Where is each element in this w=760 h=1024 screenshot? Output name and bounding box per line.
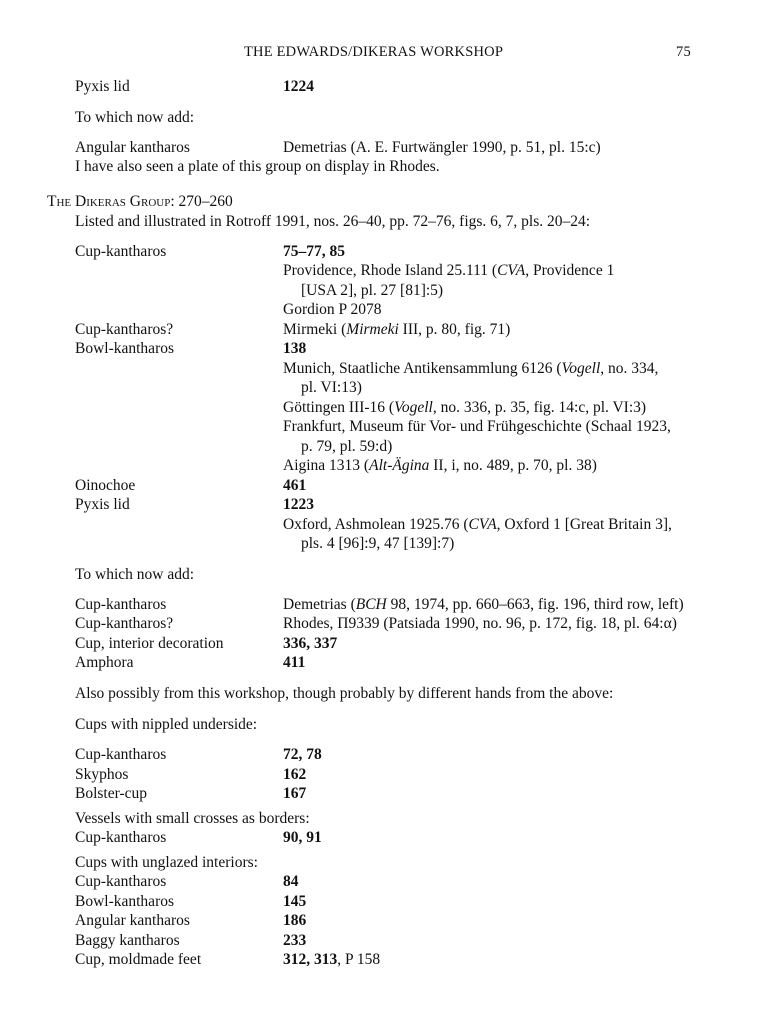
subgroup-heading: Vessels with small crosses as borders:: [75, 810, 310, 827]
listed-line: Listed and illustrated in Rotroff 1991, nos. 26–40, pp. 72–76, figs. 6, 7, pls. 20–24:: [75, 213, 591, 230]
entry-catalog-number: 1224: [283, 78, 314, 95]
entry-value: Göttingen III-16 (Vogell, no. 336, p. 35, fig. 14:c, pl. VI:3): [283, 399, 647, 416]
page-number: 75: [676, 44, 691, 60]
entry-value-continued: [USA 2], pl. 27 [81]:5): [301, 282, 444, 299]
entry-label: Cup-kantharos?: [75, 615, 174, 632]
entry-value: Munich, Staatliche Antikensammlung 6126 (Vogell, no. 334,: [283, 360, 659, 377]
group-name: The Dikeras Group: [47, 193, 171, 210]
entry-label: Bolster-cup: [75, 785, 148, 802]
entry-value-continued: pls. 4 [96]:9, 47 [139]:7): [301, 535, 455, 552]
add-note: To which now add:: [75, 109, 195, 126]
entry-label: Angular kantharos: [75, 139, 190, 156]
entry-label: Bowl-kantharos: [75, 893, 175, 910]
entry-label: Pyxis lid: [75, 496, 130, 513]
entry-catalog-number: 1223: [283, 496, 314, 513]
entry-label: Skyphos: [75, 766, 129, 783]
entry-label: Angular kantharos: [75, 912, 190, 929]
entry-catalog-number: 233: [283, 932, 307, 949]
entry-label: Oinochoe: [75, 477, 136, 494]
entry-label: Cup-kantharos: [75, 596, 167, 613]
entry-label: Pyxis lid: [75, 78, 130, 95]
entry-catalog-number: 84: [283, 873, 299, 890]
entry-catalog-number: 138: [283, 340, 307, 357]
entry-label: Cup, moldmade feet: [75, 951, 202, 968]
entry-catalog-numbers: 90, 91: [283, 829, 322, 846]
entry-label: Cup-kantharos?: [75, 321, 174, 338]
entry-value: Demetrias (A. E. Furtwängler 1990, p. 51, pl. 15:c): [283, 139, 601, 156]
group-dates: : 270–260: [170, 193, 233, 210]
entry-catalog-number: 461: [283, 477, 307, 494]
possibly-intro: Also possibly from this workshop, though probably by different hands from the above:: [75, 685, 614, 702]
entry-value: Rhodes, Π9339 (Patsiada 1990, no. 96, p. 172, fig. 18, pl. 64:α): [283, 615, 677, 632]
entry-value: Frankfurt, Museum für Vor- und Frühgeschichte (Schaal 1923,: [283, 418, 671, 435]
entry-catalog-numbers: 72, 78: [283, 746, 322, 763]
entry-label: Cup-kantharos: [75, 829, 167, 846]
subgroup-heading: Cups with unglazed interiors:: [75, 854, 258, 871]
entry-catalog-number: 162: [283, 766, 307, 783]
entry-value: Mirmeki (Mirmeki III, p. 80, fig. 71): [283, 321, 511, 338]
entry-catalog-numbers: 312, 313, P 158: [283, 951, 381, 968]
rhodes-note: I have also seen a plate of this group on display in Rhodes.: [75, 158, 440, 175]
entry-catalog-numbers: 336, 337: [283, 635, 338, 652]
entry-label: Cup-kantharos: [75, 873, 167, 890]
entry-label: Baggy kantharos: [75, 932, 180, 949]
entry-label: Cup-kantharos: [75, 746, 167, 763]
entry-label: Amphora: [75, 654, 134, 671]
entry-catalog-numbers: 75–77, 85: [283, 243, 345, 260]
subgroup-heading: Cups with nippled underside:: [75, 716, 258, 733]
entry-catalog-number: 186: [283, 912, 307, 929]
entry-label: Cup, interior decoration: [75, 635, 224, 652]
entry-label: Bowl-kantharos: [75, 340, 175, 357]
entry-value: Providence, Rhode Island 25.111 (CVA, Providence 1: [283, 262, 615, 279]
entry-value-continued: p. 79, pl. 59:d): [301, 438, 393, 455]
entry-catalog-number: 145: [283, 893, 307, 910]
entry-value: Gordion P 2078: [283, 301, 382, 318]
entry-value: Aigina 1313 (Alt-Ägina II, i, no. 489, p. 70, pl. 38): [283, 457, 597, 474]
section-heading: [47, 192, 233, 211]
entry-catalog-number: 411: [283, 654, 306, 671]
entry-value: Demetrias (BCH 98, 1974, pp. 660–663, fig. 196, third row, left): [283, 596, 684, 613]
entry-value-continued: pl. VI:13): [301, 379, 362, 396]
running-title: THE EDWARDS/DIKERAS WORKSHOP: [244, 44, 504, 60]
entry-label: Cup-kantharos: [75, 243, 167, 260]
add-note: To which now add:: [75, 566, 195, 583]
entry-value: Oxford, Ashmolean 1925.76 (CVA, Oxford 1 [Great Britain 3],: [283, 516, 672, 533]
entry-catalog-number: 167: [283, 785, 307, 802]
